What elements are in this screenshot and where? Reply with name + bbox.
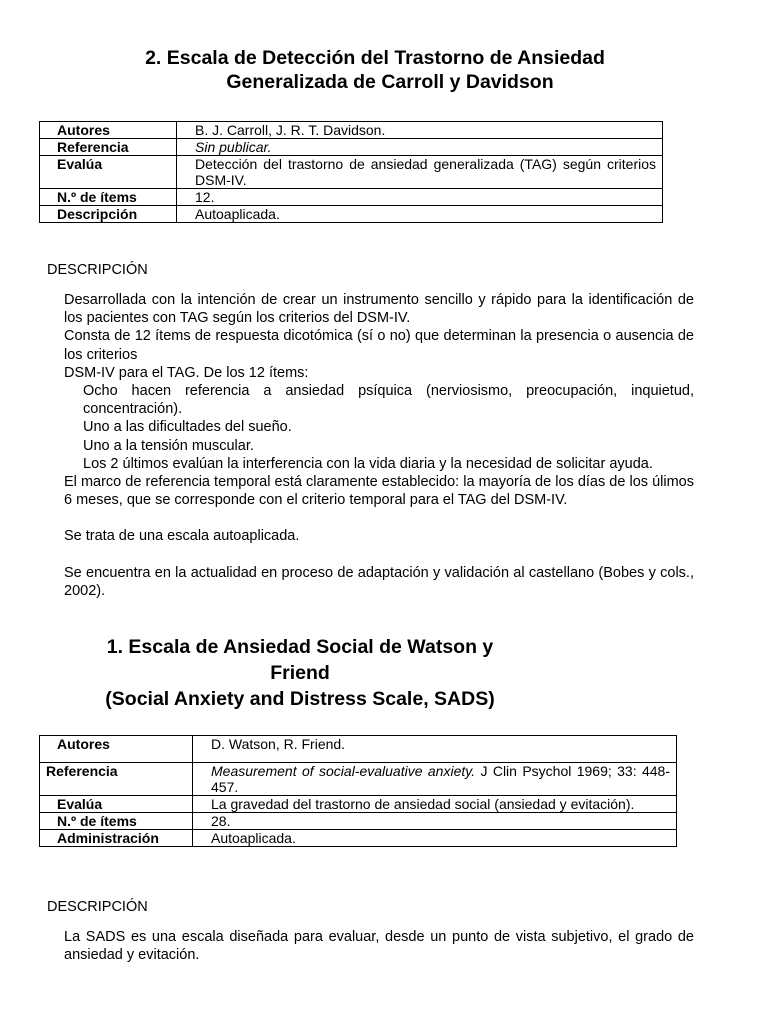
paragraph: Se trata de una escala autoaplicada.: [64, 528, 300, 545]
table-key: N.º de ítems: [40, 813, 193, 830]
table-value: Detección del trastorno de ansiedad generalizada (TAG) según criterios DSM-IV.: [177, 156, 663, 189]
paragraph: La SADS es una escala diseñada para evaluar, desde un punto de vista subjetivo, el grado de ansiedad y evitación.: [64, 929, 694, 964]
list-item: Los 2 últimos evalúan la interferencia con la vida diaria y la necesidad de solicitar ayuda.: [83, 455, 653, 472]
table-key: Evalúa: [40, 156, 177, 189]
table-key: Referencia: [40, 763, 193, 796]
table-value: [193, 763, 677, 796]
section1-info-table: [39, 121, 663, 223]
table-value: 28.: [193, 813, 677, 830]
table-key: Referencia: [40, 139, 177, 156]
section1-title-line2: Generalizada de Carroll y Davidson: [226, 71, 554, 93]
table-row: [40, 796, 677, 813]
table-value: Autoaplicada.: [193, 830, 677, 847]
table-value: Autoaplicada.: [177, 206, 663, 223]
table-value: La gravedad del trastorno de ansiedad social (ansiedad y evitación).: [193, 796, 677, 813]
section1-title: [60, 46, 690, 94]
section2-title-line2: Friend: [270, 662, 330, 684]
paragraph: El marco de referencia temporal está claramente establecido: la mayoría de los días de los úlimos 6 meses, que se corresponde con el criterio temporal para el TAG del DSM-IV.: [64, 474, 694, 509]
table-key: Evalúa: [40, 796, 193, 813]
table-row: [40, 139, 663, 156]
table-row: [40, 206, 663, 223]
section1-description-body: [64, 291, 694, 600]
paragraph: Desarrollada con la intención de crear un instrumento sencillo y rápido para la identificación de los pacientes con TAG según los criterios del DSM-IV.: [64, 292, 694, 327]
table-value: D. Watson, R. Friend.: [193, 736, 677, 763]
table-key: N.º de ítems: [40, 189, 177, 206]
table-value: [177, 139, 663, 156]
reference-italic: Sin publicar.: [195, 139, 272, 155]
table-row: [40, 156, 663, 189]
table-key: Descripción: [40, 206, 177, 223]
paragraph: DSM-IV para el TAG. De los 12 ítems:: [64, 364, 309, 381]
section2-description-body: [64, 928, 694, 964]
table-key: Administración: [40, 830, 193, 847]
section1-title-line1: 2. Escala de Detección del Trastorno de Ansiedad: [145, 47, 605, 69]
reference-citation: J Clin Psychol 1969; 33: 448-457.: [211, 763, 670, 795]
section2-title: [40, 634, 560, 712]
list-item: Uno a las dificultades del sueño.: [83, 419, 292, 436]
table-row: [40, 122, 663, 139]
table-row: [40, 830, 677, 847]
table-row: [40, 813, 677, 830]
table-row: [40, 763, 677, 796]
section1-description-label: DESCRIPCIÓN: [47, 262, 148, 278]
table-row: [40, 189, 663, 206]
table-key: Autores: [40, 122, 177, 139]
paragraph: Se encuentra en la actualidad en proceso de adaptación y validación al castellano (Bobes y cols., 2002).: [64, 564, 694, 599]
table-row: [40, 736, 677, 763]
section2-title-line1: 1. Escala de Ansiedad Social de Watson y: [106, 636, 494, 658]
table-value: B. J. Carroll, J. R. T. Davidson.: [177, 122, 663, 139]
table-key: Autores: [40, 736, 193, 763]
reference-italic: Measurement of social-evaluative anxiety.: [211, 763, 476, 779]
section2-description-label: DESCRIPCIÓN: [47, 899, 148, 915]
table-value: 12.: [177, 189, 663, 206]
list-item: Ocho hacen referencia a ansiedad psíquica (nerviosismo, preocupación, inquietud, concentración).: [83, 383, 694, 418]
paragraph: Consta de 12 ítems de respuesta dicotómica (sí o no) que determinan la presencia o ausencia de los criterios: [64, 328, 694, 363]
section2-title-line3: (Social Anxiety and Distress Scale, SADS): [105, 688, 495, 710]
section2-info-table: [39, 735, 677, 847]
list-item: Uno a la tensión muscular.: [83, 437, 254, 454]
